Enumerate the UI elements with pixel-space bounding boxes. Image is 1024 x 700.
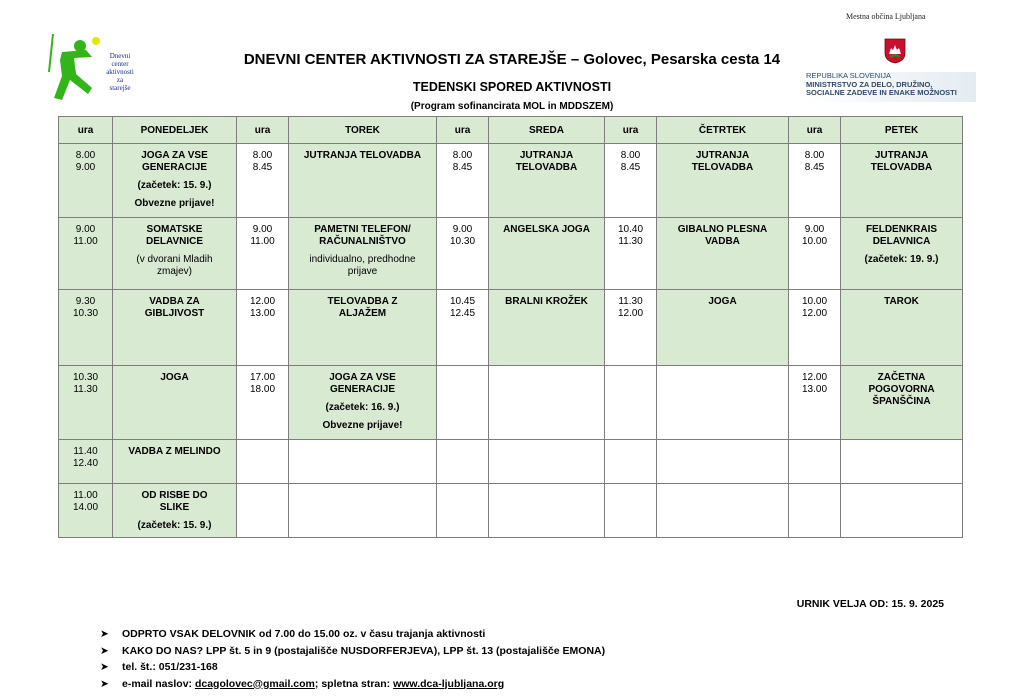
activity-name: VADBA Z MELINDO	[128, 446, 221, 457]
activity-cell	[657, 290, 789, 366]
header-day: TOREK	[289, 117, 437, 144]
activity-name: TAROK	[884, 296, 919, 307]
time-cell	[789, 144, 841, 218]
activity-note: prijave	[347, 266, 378, 277]
web-label: ; spletna stran:	[314, 677, 394, 690]
activity-name: GENERACIJE	[329, 384, 395, 395]
ministry-logo	[806, 72, 976, 102]
activity-name: JOGA ZA VSE	[329, 372, 396, 383]
time-value: 10.00	[801, 296, 828, 307]
time-value: 8.45	[252, 162, 273, 173]
activity-note: (v dvorani Mladih	[136, 254, 213, 265]
page-subtitle: TEDENSKI SPORED AKTIVNOSTI	[412, 80, 612, 94]
time-cell	[789, 290, 841, 366]
time-value: 8.00	[75, 150, 96, 161]
activity-note: zmajev)	[156, 266, 192, 277]
ljubljana-crest-icon	[884, 38, 906, 64]
header-day: SREDA	[489, 117, 605, 144]
header-day: PETEK	[841, 117, 963, 144]
activity-name: ALJAŽEM	[338, 308, 387, 319]
activity-cell	[113, 484, 237, 538]
time-cell	[59, 290, 113, 366]
activity-name: TELOVADBA Z	[327, 296, 398, 307]
activity-name: VADBA ZA	[149, 296, 200, 307]
ministry-line: MINISTRSTVO ZA DELO, DRUŽINO,	[806, 79, 933, 89]
time-cell	[605, 218, 657, 290]
time-value: 12.45	[449, 308, 476, 319]
phone: tel. št.: 051/231-168	[122, 661, 218, 673]
activity-cell	[841, 290, 963, 366]
time-value: 12.40	[72, 458, 99, 469]
activity-name: TELOVADBA	[515, 162, 578, 173]
table-row	[59, 366, 963, 440]
activity-note: (začetek: 15. 9.)	[137, 180, 212, 191]
table-row	[59, 290, 963, 366]
activity-cell	[489, 440, 605, 484]
time-cell	[789, 484, 841, 538]
valid-date: 15. 9. 2025	[891, 598, 944, 610]
time-cell	[789, 218, 841, 290]
email-label: e-mail naslov:	[122, 677, 195, 690]
activity-note: individualno, predhodne	[309, 254, 416, 265]
activity-name: POGOVORNA	[868, 384, 935, 395]
header-ura: ura	[437, 117, 489, 144]
time-value: 8.45	[452, 162, 473, 173]
time-cell	[789, 440, 841, 484]
info-item	[100, 643, 605, 660]
activity-note: (začetek: 15. 9.)	[137, 520, 212, 531]
activity-cell	[841, 218, 963, 290]
table-row	[59, 218, 963, 290]
time-value: 12.00	[617, 308, 644, 319]
activity-name: ŠPANŠČINA	[872, 396, 931, 407]
header-ura: ura	[59, 117, 113, 144]
time-value: 11.30	[73, 384, 98, 395]
time-value: 8.45	[804, 162, 825, 173]
arrow-bullet-icon: ➤	[100, 661, 109, 673]
time-value: 12.00	[801, 308, 828, 319]
activity-name: JUTRANJA	[695, 150, 750, 161]
arrow-bullet-icon: ➤	[100, 644, 109, 657]
time-value: 11.30	[618, 236, 643, 247]
activity-cell	[841, 144, 963, 218]
time-value: 10.30	[72, 372, 99, 383]
time-value: 13.00	[801, 384, 828, 395]
activity-note: Obvezne prijave!	[322, 420, 403, 431]
opening-hours: ODPRTO VSAK DELOVNIK od 7.00 do 15.00 oz. v času trajanja aktivnosti	[122, 628, 486, 640]
website-link[interactable]: www.dca-ljubljana.org	[393, 677, 505, 690]
time-cell	[605, 440, 657, 484]
activity-cell	[289, 290, 437, 366]
time-value: 8.00	[804, 150, 825, 161]
activity-cell	[289, 484, 437, 538]
time-cell	[237, 144, 289, 218]
time-value: 10.00	[801, 236, 828, 247]
time-cell	[437, 484, 489, 538]
activity-name: GIBALNO PLESNA	[677, 224, 768, 235]
time-value: 10.30	[72, 308, 99, 319]
activity-name: RAČUNALNIŠTVO	[319, 236, 406, 247]
activity-name: PAMETNI TELEFON/	[314, 224, 411, 235]
time-cell	[789, 366, 841, 440]
mol-label: Mestna občina Ljubljana	[846, 12, 926, 21]
time-cell	[59, 218, 113, 290]
info-item	[100, 659, 605, 676]
time-cell	[59, 484, 113, 538]
time-cell	[437, 440, 489, 484]
activity-name: JOGA ZA VSE	[141, 150, 208, 161]
activity-cell	[841, 484, 963, 538]
logo-line: Dnevni	[109, 52, 131, 60]
time-value: 11.40	[73, 446, 98, 457]
time-cell	[237, 484, 289, 538]
time-value: 8.00	[620, 150, 641, 161]
activity-cell	[289, 144, 437, 218]
activity-cell	[113, 290, 237, 366]
activity-cell	[113, 440, 237, 484]
time-value: 10.45	[449, 296, 476, 307]
valid-from	[797, 598, 944, 610]
activity-name: BRALNI KROŽEK	[505, 296, 588, 307]
time-cell	[59, 144, 113, 218]
info-item	[100, 626, 605, 643]
schedule-body	[59, 144, 963, 538]
time-value: 10.40	[617, 224, 644, 235]
activity-cell	[113, 218, 237, 290]
activity-name: TELOVADBA	[870, 162, 933, 173]
time-cell	[237, 440, 289, 484]
time-value: 9.30	[75, 296, 96, 307]
activity-name: DELAVNICA	[872, 236, 931, 247]
time-value: 11.00	[73, 490, 98, 501]
header-ura: ura	[605, 117, 657, 144]
activity-cell	[841, 440, 963, 484]
time-cell	[605, 366, 657, 440]
time-cell	[237, 218, 289, 290]
time-value: 9.00	[452, 224, 473, 235]
time-value: 11.30	[618, 296, 643, 307]
logo-line: aktivnosti	[106, 68, 134, 76]
activity-name: DELAVNICE	[145, 236, 204, 247]
activity-cell	[657, 366, 789, 440]
activity-cell	[489, 366, 605, 440]
time-value: 9.00	[252, 224, 273, 235]
activity-cell	[113, 144, 237, 218]
email-link[interactable]: dcagolovec@gmail.com	[194, 677, 315, 690]
time-value: 8.45	[620, 162, 641, 173]
activity-name: TELOVADBA	[691, 162, 754, 173]
time-cell	[437, 290, 489, 366]
time-value: 9.00	[75, 224, 96, 235]
time-value: 14.00	[72, 502, 99, 513]
activity-cell	[657, 144, 789, 218]
activity-name: GIBLJIVOST	[144, 308, 205, 319]
logo-line: center	[111, 60, 129, 68]
schedule-table	[58, 116, 963, 538]
header-ura: ura	[789, 117, 841, 144]
header-ura: ura	[237, 117, 289, 144]
time-cell	[437, 366, 489, 440]
time-value: 18.00	[249, 384, 276, 395]
time-cell	[605, 484, 657, 538]
time-cell	[605, 290, 657, 366]
arrow-bullet-icon: ➤	[100, 628, 109, 640]
activity-name: JUTRANJA	[874, 150, 929, 161]
activity-cell	[489, 218, 605, 290]
time-value: 9.00	[75, 162, 96, 173]
time-cell	[605, 144, 657, 218]
time-value: 12.00	[801, 372, 828, 383]
activity-name: JOGA	[160, 372, 189, 383]
time-value: 8.00	[252, 150, 273, 161]
time-value: 12.00	[249, 296, 276, 307]
table-row	[59, 440, 963, 484]
time-value: 8.00	[452, 150, 473, 161]
activity-note: Obvezne prijave!	[134, 198, 215, 209]
activity-name: JUTRANJA	[519, 150, 574, 161]
activity-cell	[289, 366, 437, 440]
activity-cell	[489, 290, 605, 366]
time-value: 10.30	[449, 236, 476, 247]
activity-name: OD RISBE DO	[141, 490, 208, 501]
time-cell	[237, 366, 289, 440]
info-list	[100, 626, 605, 692]
table-row	[59, 484, 963, 538]
time-cell	[437, 218, 489, 290]
activity-name: JOGA	[708, 296, 737, 307]
info-item	[100, 676, 605, 693]
time-value: 17.00	[249, 372, 276, 383]
time-cell	[59, 366, 113, 440]
activity-name: VADBA	[705, 236, 740, 247]
activity-cell	[113, 366, 237, 440]
arrow-bullet-icon: ➤	[100, 677, 109, 690]
activity-note: (začetek: 16. 9.)	[325, 402, 400, 413]
logo-line: za	[116, 76, 124, 84]
ministry-line: REPUBLIKA SLOVENIJA	[806, 71, 892, 80]
activity-note: (začetek: 19. 9.)	[864, 254, 939, 265]
directions: KAKO DO NAS? LPP št. 5 in 9 (postajališče NUSDORFERJEVA), LPP št. 13 (postajališče EMONA)	[122, 644, 606, 657]
time-cell	[437, 144, 489, 218]
activity-cell	[657, 440, 789, 484]
activity-name: ANGELSKA JOGA	[503, 224, 590, 235]
activity-name: JUTRANJA TELOVADBA	[303, 150, 422, 161]
activity-cell	[489, 144, 605, 218]
activity-name: SLIKE	[159, 502, 190, 513]
activity-name: ZAČETNA	[877, 372, 926, 383]
time-value: 13.00	[249, 308, 276, 319]
activity-cell	[841, 366, 963, 440]
table-header-row	[59, 117, 963, 144]
time-cell	[237, 290, 289, 366]
header-day: PONEDELJEK	[113, 117, 237, 144]
table-row	[59, 144, 963, 218]
header-day: ČETRTEK	[657, 117, 789, 144]
activity-name: GENERACIJE	[141, 162, 207, 173]
logo-line: starejše	[109, 84, 131, 92]
activity-cell	[289, 440, 437, 484]
page-title: DNEVNI CENTER AKTIVNOSTI ZA STAREJŠE – Golovec, Pesarska cesta 14	[243, 51, 781, 68]
activity-cell	[289, 218, 437, 290]
time-value: 11.00	[73, 236, 98, 247]
ministry-line: SOCIALNE ZADEVE IN ENAKE MOŽNOSTI	[806, 88, 957, 97]
activity-name: FELDENKRAIS	[865, 224, 938, 235]
activity-cell	[657, 218, 789, 290]
time-cell	[59, 440, 113, 484]
valid-label: URNIK VELJA OD:	[796, 598, 889, 610]
program-note: (Program sofinancirata MOL in MDDSZEM)	[410, 101, 614, 112]
activity-name: SOMATSKE	[146, 224, 203, 235]
activity-cell	[489, 484, 605, 538]
activity-cell	[657, 484, 789, 538]
time-value: 9.00	[804, 224, 825, 235]
time-value: 11.00	[250, 236, 275, 247]
